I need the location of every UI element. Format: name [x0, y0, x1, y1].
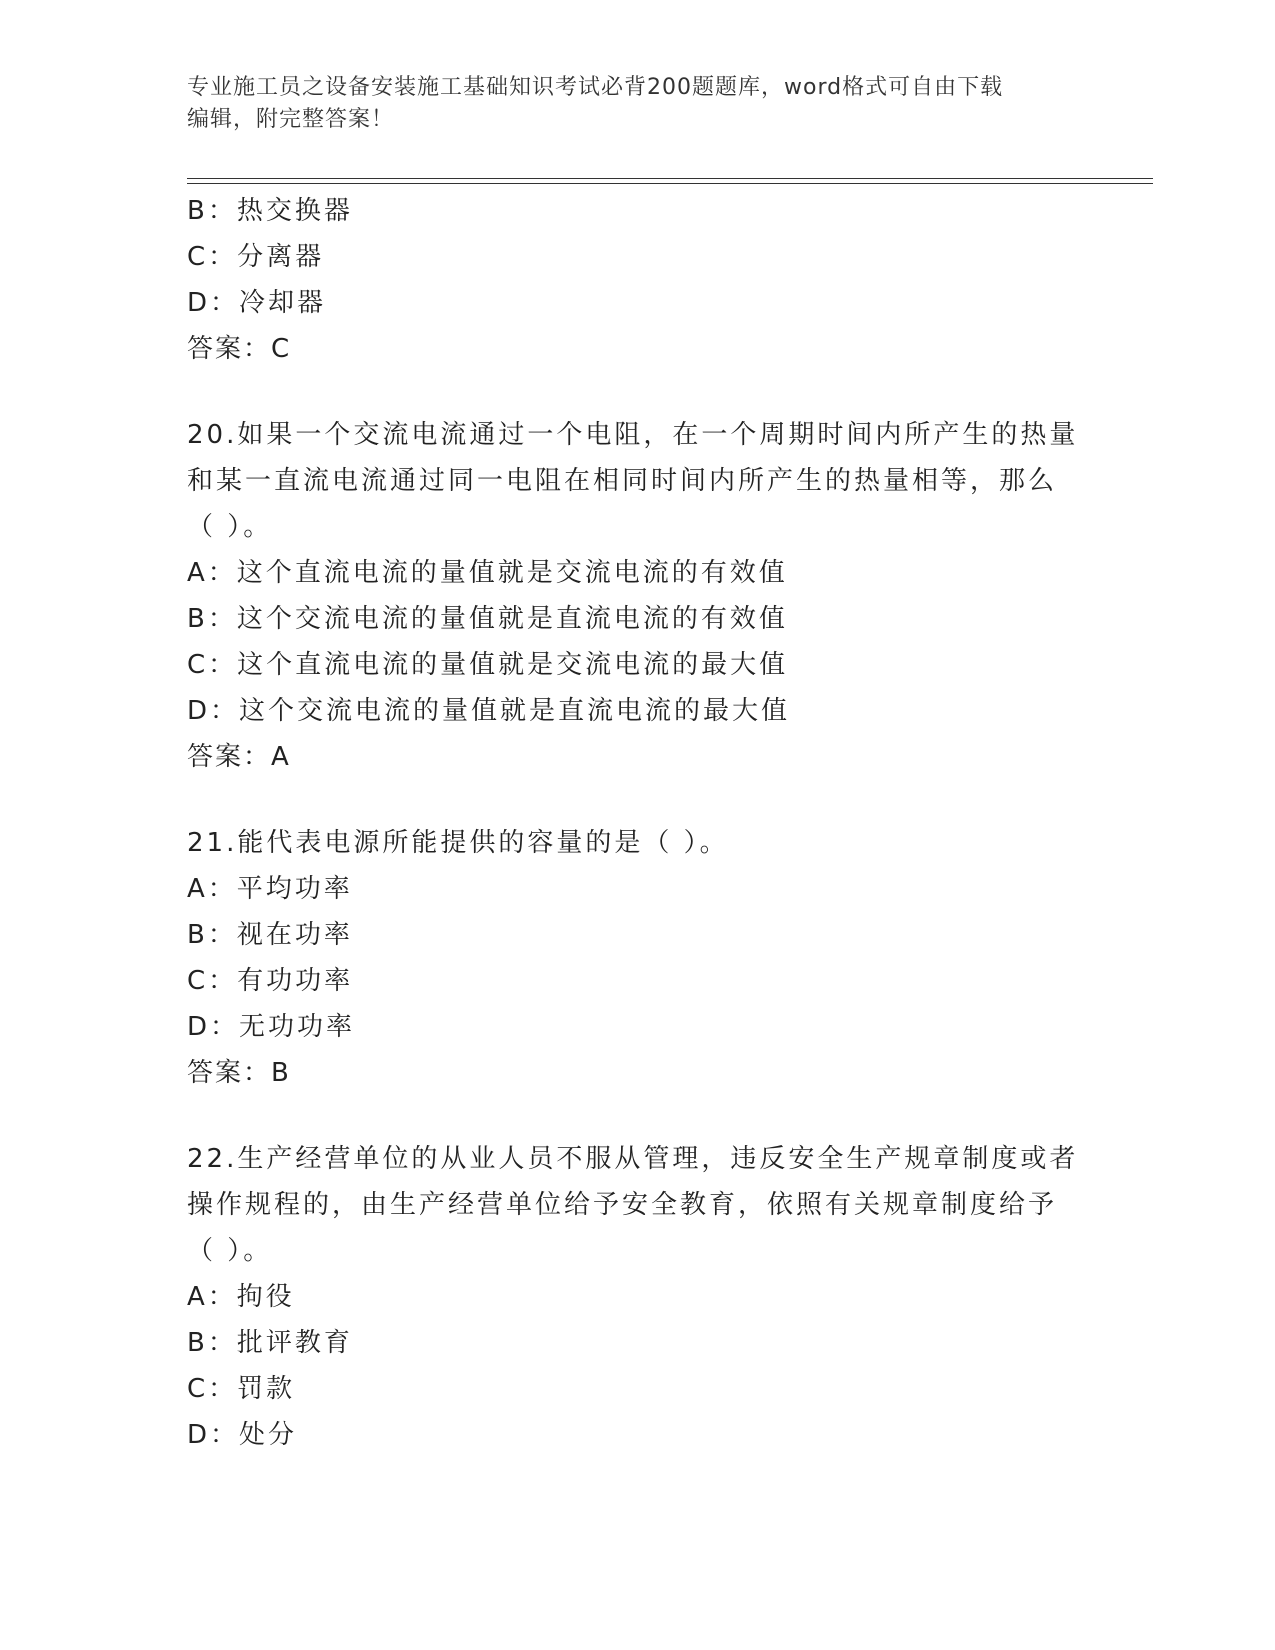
spacer [187, 780, 1077, 820]
question-21 [187, 820, 1077, 1096]
question-text-line-1: 20.如果一个交流电流通过一个电阻，在一个周期时间内所产生的热量 [187, 420, 1079, 450]
document-header [187, 72, 1087, 136]
spacer [187, 372, 1077, 412]
answer-line: 答案：B [187, 1058, 291, 1088]
question-text-line-1: 21.能代表电源所能提供的容量的是（ ）。 [187, 828, 729, 858]
option-c: C：分离器 [187, 242, 325, 272]
option-b: B：批评教育 [187, 1328, 353, 1358]
spacer [187, 1096, 1077, 1136]
answer-line: 答案：C [187, 334, 292, 364]
header-line-1: 专业施工员之设备安装施工基础知识考试必背200题题库，word格式可自由下载 [187, 75, 1004, 100]
question-22 [187, 1136, 1077, 1458]
question-text-line-1: 22.生产经营单位的从业人员不服从管理，违反安全生产规章制度或者 [187, 1144, 1079, 1174]
option-a: A：平均功率 [187, 874, 353, 904]
question-text-line-3: （ ）。 [187, 512, 273, 542]
question-20 [187, 412, 1077, 780]
option-a: A：这个直流电流的量值就是交流电流的有效值 [187, 558, 788, 588]
option-d: D：无功功率 [187, 1012, 356, 1042]
option-b: B：这个交流电流的量值就是直流电流的有效值 [187, 604, 788, 634]
header-line-2: 编辑，附完整答案！ [187, 107, 395, 132]
answer-line: 答案：A [187, 742, 291, 772]
header-divider-bottom [187, 183, 1153, 184]
option-d: D：冷却器 [187, 288, 327, 318]
option-d: D：处分 [187, 1420, 298, 1450]
option-c: C：有功功率 [187, 966, 354, 996]
question-text-line-2: 和某一直流电流通过同一电阻在相同时间内所产生的热量相等，那么 [187, 466, 1058, 496]
option-b: B：热交换器 [187, 196, 353, 226]
option-b: B：视在功率 [187, 920, 353, 950]
option-a: A：拘役 [187, 1282, 295, 1312]
question-19 [187, 188, 1077, 372]
question-list [187, 188, 1077, 1458]
option-c: C：这个直流电流的量值就是交流电流的最大值 [187, 650, 789, 680]
question-text-line-3: （ ）。 [187, 1236, 273, 1266]
header-divider-top [187, 178, 1153, 179]
option-d: D：这个交流电流的量值就是直流电流的最大值 [187, 696, 791, 726]
question-text-line-2: 操作规程的，由生产经营单位给予安全教育，依照有关规章制度给予 [187, 1190, 1058, 1220]
option-c: C：罚款 [187, 1374, 296, 1404]
